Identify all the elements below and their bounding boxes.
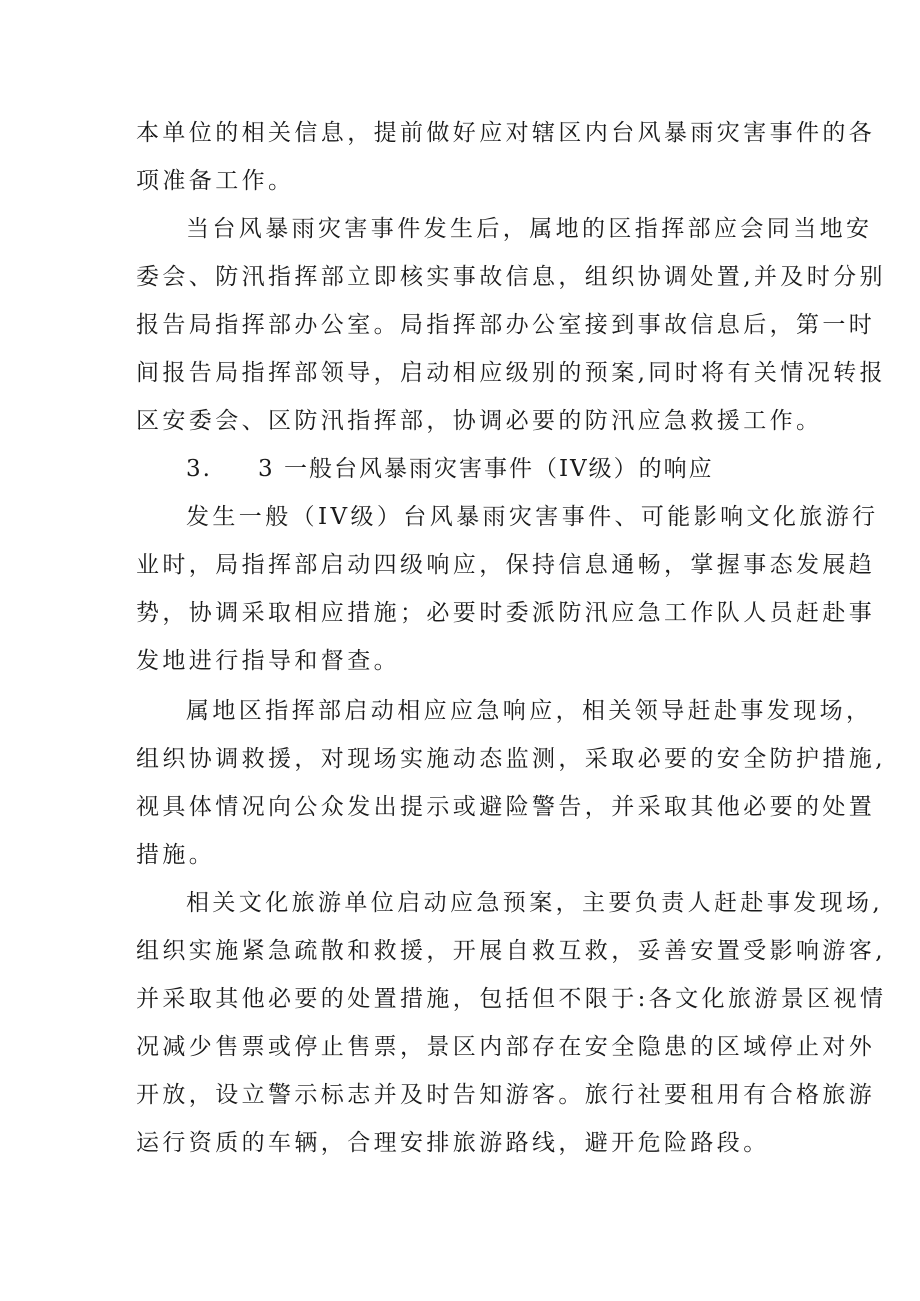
paragraph-start: 属地区指挥部启动相应应急响应，相关领导赶赴事发现场， xyxy=(186,698,873,724)
section-number: 3. xyxy=(186,456,212,482)
paragraph-start: 相关文化旅游单位启动应急预案，主要负责人赶赴事发现场, xyxy=(186,890,884,916)
text-line: 开放，设立警示标志并及时告知游客。旅行社要租用有合格旅游 xyxy=(136,1082,876,1108)
text-line: 组织协调救援，对现场实施动态监测，采取必要的安全防护措施, xyxy=(136,746,886,772)
text-line: 况减少售票或停止售票，景区内部存在安全隐患的区域停止对外 xyxy=(136,1034,876,1060)
paragraph-start: 当台风暴雨灾害事件发生后，属地的区指挥部应会同当地安 xyxy=(186,216,873,242)
text-line: 项准备工作。 xyxy=(136,168,295,194)
text-line: 并采取其他必要的处置措施，包括但不限于:各文化旅游景区视情 xyxy=(136,986,887,1012)
text-line: 区安委会、区防汛指挥部，协调必要的防汛应急救援工作。 xyxy=(136,408,823,434)
text-line: 措施。 xyxy=(136,842,216,868)
text-line: 运行资质的车辆，合理安排旅游路线，避开危险路段。 xyxy=(136,1130,770,1156)
section-title: 3 一般台风暴雨灾害事件（IV级）的响应 xyxy=(258,456,714,482)
section-heading xyxy=(186,454,846,484)
text-line: 报告局指挥部办公室。局指挥部办公室接到事故信息后，第一时 xyxy=(136,312,876,338)
text-line: 视具体情况向公众发出提示或避险警告，并采取其他必要的处置 xyxy=(136,794,876,820)
text-line: 本单位的相关信息，提前做好应对辖区内台风暴雨灾害事件的各 xyxy=(136,120,876,146)
text-line: 发地进行指导和督查。 xyxy=(136,648,400,674)
text-line: 势，协调采取相应措施；必要时委派防汛应急工作队人员赶赴事 xyxy=(136,600,876,626)
paragraph-start: 发生一般（IV级）台风暴雨灾害事件、可能影响文化旅游行 xyxy=(186,504,879,530)
text-line: 业时，局指挥部启动四级响应，保持信息通畅，掌握事态发展趋 xyxy=(136,552,876,578)
text-line: 组织实施紧急疏散和救援，开展自救互救，妥善安置受影响游客, xyxy=(136,938,886,964)
text-line: 间报告局指挥部领导，启动相应级别的预案,同时将有关情况转报 xyxy=(136,360,886,386)
text-line: 委会、防汛指挥部立即核实事故信息，组织协调处置,并及时分别 xyxy=(136,264,886,290)
